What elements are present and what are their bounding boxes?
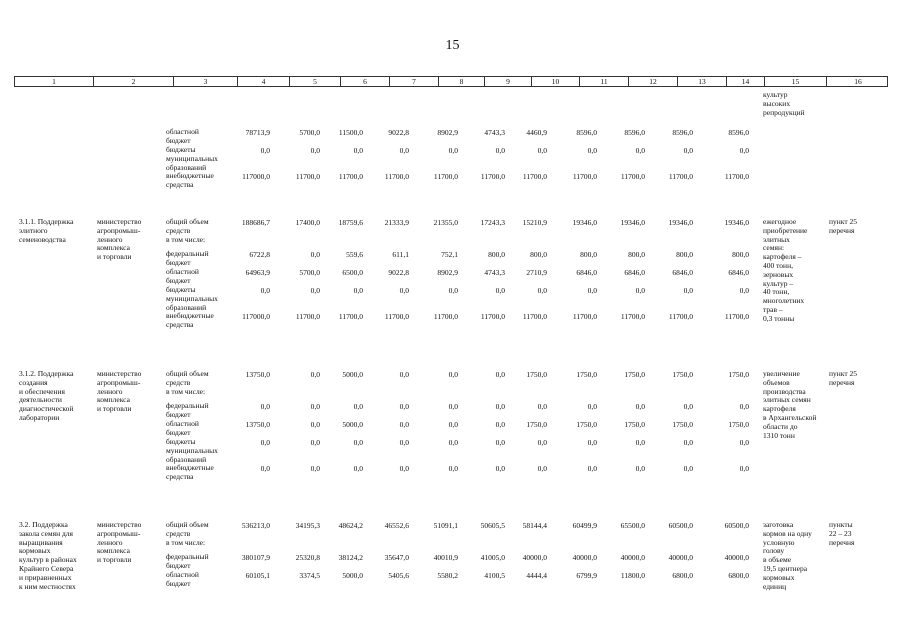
- measure-name: 3.1.1. Поддержка элитного семеноводства: [19, 217, 74, 244]
- amount-cell: 0,0: [495, 286, 505, 295]
- amount-cell: 11700,0: [668, 312, 693, 321]
- amount-cell: 40000,0: [522, 553, 547, 562]
- amount-cell: 11700,0: [384, 172, 409, 181]
- amount-cell: 0,0: [448, 146, 458, 155]
- amount-cell: 50605,5: [480, 521, 505, 530]
- amount-cell: 51091,1: [433, 521, 458, 530]
- amount-cell: 11700,0: [433, 312, 458, 321]
- amount-cell: 0,0: [537, 464, 547, 473]
- row-label: федеральный бюджет: [166, 401, 209, 419]
- amount-cell: 1750,0: [672, 370, 693, 379]
- row-label: областной бюджет: [166, 127, 199, 145]
- expected-result: ежегодное приобретение элитных семян: картофеля – 400 тонн, зерновых культур – 40 тонн, многолетних трав – 0,3 тонны: [763, 217, 808, 323]
- column-header: 2: [94, 77, 174, 86]
- executor-name: министерство агропромыш- ленного комплекса и торговли: [97, 369, 142, 414]
- amount-cell: 11700,0: [620, 312, 645, 321]
- row-label: областной бюджет: [166, 419, 199, 437]
- measure-name: 3.1.2. Поддержка создания и обеспечения деятельности диагностической лаборатории: [19, 369, 74, 422]
- amount-cell: 8596,0: [672, 128, 693, 137]
- column-header: 4: [238, 77, 290, 86]
- amount-cell: 0,0: [399, 464, 409, 473]
- row-label: федеральный бюджет: [166, 552, 209, 570]
- amount-cell: 11700,0: [522, 312, 547, 321]
- row-label: общий объем средств: [166, 369, 209, 387]
- amount-cell: 6800,0: [672, 571, 693, 580]
- amount-cell: 0,0: [399, 438, 409, 447]
- row-label: внебюджетные средства: [166, 171, 214, 189]
- amount-cell: 21355,0: [433, 218, 458, 227]
- column-header: 10: [532, 77, 580, 86]
- amount-cell: 5000,0: [342, 370, 363, 379]
- amount-cell: 17400,0: [295, 218, 320, 227]
- amount-cell: 40000,0: [668, 553, 693, 562]
- amount-cell: 1750,0: [576, 370, 597, 379]
- amount-cell: 0,0: [537, 286, 547, 295]
- amount-cell: 34195,3: [295, 521, 320, 530]
- executor-name: министерство агропромыш- ленного комплекса и торговли: [97, 217, 142, 262]
- amount-cell: 5580,2: [437, 571, 458, 580]
- amount-cell: 58144,4: [522, 521, 547, 530]
- amount-cell: 0,0: [683, 464, 693, 473]
- amount-cell: 6846,0: [576, 268, 597, 277]
- amount-cell: 6846,0: [728, 268, 749, 277]
- column-header: 1: [15, 77, 94, 86]
- amount-cell: 4743,3: [484, 268, 505, 277]
- amount-cell: 18759,6: [338, 218, 363, 227]
- amount-cell: 1750,0: [672, 420, 693, 429]
- row-label: в том числе:: [166, 538, 206, 547]
- row-label: областной бюджет: [166, 267, 199, 285]
- amount-cell: 60500,0: [668, 521, 693, 530]
- amount-cell: 188686,7: [241, 218, 270, 227]
- amount-cell: 0,0: [635, 464, 645, 473]
- amount-cell: 8596,0: [624, 128, 645, 137]
- expected-result: увеличение объемов производства элитных семян картофеля в Архангельской области до 1310 тонн: [763, 369, 817, 440]
- amount-cell: 0,0: [587, 438, 597, 447]
- amount-cell: 0,0: [399, 286, 409, 295]
- amount-cell: 0,0: [683, 438, 693, 447]
- row-label: в том числе:: [166, 387, 206, 396]
- column-header: 7: [390, 77, 439, 86]
- amount-cell: 1750,0: [728, 370, 749, 379]
- amount-cell: 8902,9: [437, 128, 458, 137]
- amount-cell: 800,0: [580, 250, 597, 259]
- amount-cell: 1750,0: [624, 420, 645, 429]
- amount-cell: 40000,0: [572, 553, 597, 562]
- amount-cell: 11700,0: [724, 312, 749, 321]
- row-label: общий объем средств: [166, 217, 209, 235]
- amount-cell: 800,0: [488, 250, 505, 259]
- amount-cell: 0,0: [399, 402, 409, 411]
- amount-cell: 65500,0: [620, 521, 645, 530]
- amount-cell: 11800,0: [620, 571, 645, 580]
- amount-cell: 559,6: [346, 250, 363, 259]
- column-header: 16: [854, 77, 862, 86]
- amount-cell: 60105,1: [245, 571, 270, 580]
- amount-cell: 35647,0: [384, 553, 409, 562]
- amount-cell: 19346,0: [620, 218, 645, 227]
- amount-cell: 0,0: [310, 402, 320, 411]
- amount-cell: 380107,9: [241, 553, 270, 562]
- amount-cell: 0,0: [587, 402, 597, 411]
- amount-cell: 0,0: [448, 438, 458, 447]
- measure-name: 3.2. Поддержка закола семян для выращивания кормовых культур в районах Крайнего Севера и приравненных к ним местностях: [19, 520, 77, 591]
- column-header: 8: [439, 77, 485, 86]
- amount-cell: 1750,0: [526, 420, 547, 429]
- amount-cell: 8902,9: [437, 268, 458, 277]
- amount-cell: 5000,0: [342, 571, 363, 580]
- amount-cell: 11700,0: [433, 172, 458, 181]
- amount-cell: 0,0: [739, 464, 749, 473]
- amount-cell: 13750,0: [245, 420, 270, 429]
- amount-cell: 11700,0: [295, 172, 320, 181]
- amount-cell: 0,0: [310, 146, 320, 155]
- continuation-note: культур высоких репродукций: [763, 90, 805, 117]
- amount-cell: 0,0: [353, 402, 363, 411]
- row-label: общий объем средств: [166, 520, 209, 538]
- column-header: 12: [629, 77, 678, 86]
- amount-cell: 0,0: [587, 146, 597, 155]
- row-label: в том числе:: [166, 235, 206, 244]
- amount-cell: 38124,2: [338, 553, 363, 562]
- amount-cell: 0,0: [739, 286, 749, 295]
- amount-cell: 0,0: [739, 146, 749, 155]
- page-number: 15: [445, 38, 460, 53]
- row-label: бюджеты муниципальных образований: [166, 437, 218, 464]
- amount-cell: 0,0: [310, 370, 320, 379]
- amount-cell: 0,0: [260, 464, 270, 473]
- amount-cell: 0,0: [495, 402, 505, 411]
- amount-cell: 0,0: [353, 146, 363, 155]
- column-header: 5: [290, 77, 341, 86]
- amount-cell: 40000,0: [620, 553, 645, 562]
- amount-cell: 11500,0: [338, 128, 363, 137]
- amount-cell: 5405,6: [388, 571, 409, 580]
- amount-cell: 11700,0: [384, 312, 409, 321]
- amount-cell: 0,0: [495, 146, 505, 155]
- amount-cell: 5000,0: [342, 420, 363, 429]
- amount-cell: 0,0: [587, 464, 597, 473]
- amount-cell: 0,0: [683, 286, 693, 295]
- reference-note: пункты 22 – 23 перечня: [829, 520, 855, 547]
- amount-cell: 11700,0: [620, 172, 645, 181]
- amount-cell: 0,0: [537, 402, 547, 411]
- amount-cell: 4743,3: [484, 128, 505, 137]
- column-header-row: [14, 76, 888, 87]
- amount-cell: 0,0: [448, 402, 458, 411]
- amount-cell: 41005,0: [480, 553, 505, 562]
- row-label: внебюджетные средства: [166, 311, 214, 329]
- column-header: 6: [341, 77, 390, 86]
- amount-cell: 11700,0: [338, 172, 363, 181]
- amount-cell: 1750,0: [624, 370, 645, 379]
- amount-cell: 11700,0: [295, 312, 320, 321]
- amount-cell: 117000,0: [242, 172, 270, 181]
- amount-cell: 11700,0: [522, 172, 547, 181]
- amount-cell: 21333,9: [384, 218, 409, 227]
- amount-cell: 4100,5: [484, 571, 505, 580]
- amount-cell: 0,0: [310, 438, 320, 447]
- amount-cell: 6722,8: [249, 250, 270, 259]
- column-header: 11: [580, 77, 629, 86]
- amount-cell: 1750,0: [526, 370, 547, 379]
- amount-cell: 800,0: [628, 250, 645, 259]
- amount-cell: 0,0: [260, 438, 270, 447]
- amount-cell: 0,0: [495, 464, 505, 473]
- amount-cell: 40010,9: [433, 553, 458, 562]
- amount-cell: 19346,0: [724, 218, 749, 227]
- amount-cell: 8596,0: [576, 128, 597, 137]
- amount-cell: 0,0: [399, 370, 409, 379]
- amount-cell: 60500,0: [724, 521, 749, 530]
- amount-cell: 0,0: [635, 146, 645, 155]
- amount-cell: 46552,6: [384, 521, 409, 530]
- amount-cell: 752,1: [441, 250, 458, 259]
- amount-cell: 0,0: [495, 370, 505, 379]
- amount-cell: 800,0: [530, 250, 547, 259]
- amount-cell: 0,0: [353, 464, 363, 473]
- amount-cell: 0,0: [587, 286, 597, 295]
- amount-cell: 19346,0: [572, 218, 597, 227]
- amount-cell: 2710,9: [526, 268, 547, 277]
- amount-cell: 6800,0: [728, 571, 749, 580]
- row-label: областной бюджет: [166, 570, 199, 588]
- amount-cell: 0,0: [495, 420, 505, 429]
- column-header: 13: [678, 77, 727, 86]
- amount-cell: 3374,5: [299, 571, 320, 580]
- amount-cell: 6799,9: [576, 571, 597, 580]
- amount-cell: 19346,0: [668, 218, 693, 227]
- expected-result: заготовка кормов на одну условную голову в объеме 19,5 центнера кормовых единиц: [763, 520, 812, 591]
- amount-cell: 800,0: [676, 250, 693, 259]
- amount-cell: 6500,0: [342, 268, 363, 277]
- amount-cell: 11700,0: [668, 172, 693, 181]
- amount-cell: 5700,0: [299, 128, 320, 137]
- amount-cell: 0,0: [399, 420, 409, 429]
- amount-cell: 9022,8: [388, 128, 409, 137]
- column-header: 15: [765, 77, 827, 86]
- row-label: бюджеты муниципальных образований: [166, 145, 218, 172]
- amount-cell: 611,1: [392, 250, 409, 259]
- amount-cell: 13750,0: [245, 370, 270, 379]
- amount-cell: 0,0: [739, 438, 749, 447]
- amount-cell: 0,0: [683, 146, 693, 155]
- amount-cell: 0,0: [683, 402, 693, 411]
- amount-cell: 0,0: [495, 438, 505, 447]
- amount-cell: 0,0: [448, 370, 458, 379]
- amount-cell: 25320,8: [295, 553, 320, 562]
- amount-cell: 9022,8: [388, 268, 409, 277]
- amount-cell: 11700,0: [724, 172, 749, 181]
- column-header: 14: [727, 77, 765, 86]
- amount-cell: 800,0: [732, 250, 749, 259]
- amount-cell: 0,0: [260, 286, 270, 295]
- amount-cell: 117000,0: [242, 312, 270, 321]
- amount-cell: 4460,9: [526, 128, 547, 137]
- column-header: 9: [485, 77, 532, 86]
- row-label: внебюджетные средства: [166, 463, 214, 481]
- amount-cell: 40000,0: [724, 553, 749, 562]
- executor-name: министерство агропромыш- ленного комплекса и торговли: [97, 520, 142, 565]
- amount-cell: 11700,0: [572, 312, 597, 321]
- amount-cell: 536213,0: [241, 521, 270, 530]
- amount-cell: 0,0: [310, 464, 320, 473]
- amount-cell: 0,0: [635, 286, 645, 295]
- amount-cell: 17243,3: [480, 218, 505, 227]
- row-label: бюджеты муниципальных образований: [166, 285, 218, 312]
- column-header: 3: [174, 77, 238, 86]
- amount-cell: 6846,0: [672, 268, 693, 277]
- amount-cell: 0,0: [310, 250, 320, 259]
- amount-cell: 6846,0: [624, 268, 645, 277]
- amount-cell: 0,0: [310, 286, 320, 295]
- amount-cell: 0,0: [537, 438, 547, 447]
- amount-cell: 15210,9: [522, 218, 547, 227]
- amount-cell: 0,0: [260, 146, 270, 155]
- amount-cell: 1750,0: [728, 420, 749, 429]
- amount-cell: 0,0: [635, 438, 645, 447]
- amount-cell: 60499,9: [572, 521, 597, 530]
- amount-cell: 0,0: [635, 402, 645, 411]
- amount-cell: 0,0: [448, 464, 458, 473]
- amount-cell: 11700,0: [338, 312, 363, 321]
- row-label: федеральный бюджет: [166, 249, 209, 267]
- amount-cell: 11700,0: [480, 172, 505, 181]
- amount-cell: 8596,0: [728, 128, 749, 137]
- amount-cell: 11700,0: [572, 172, 597, 181]
- amount-cell: 0,0: [260, 402, 270, 411]
- amount-cell: 64963,9: [245, 268, 270, 277]
- amount-cell: 0,0: [399, 146, 409, 155]
- amount-cell: 1750,0: [576, 420, 597, 429]
- amount-cell: 0,0: [448, 420, 458, 429]
- amount-cell: 4444,4: [526, 571, 547, 580]
- amount-cell: 0,0: [353, 286, 363, 295]
- amount-cell: 78713,9: [245, 128, 270, 137]
- reference-note: пункт 25 перечня: [829, 217, 857, 235]
- amount-cell: 48624,2: [338, 521, 363, 530]
- amount-cell: 5700,0: [299, 268, 320, 277]
- amount-cell: 0,0: [537, 146, 547, 155]
- amount-cell: 0,0: [353, 438, 363, 447]
- amount-cell: 11700,0: [480, 312, 505, 321]
- amount-cell: 0,0: [448, 286, 458, 295]
- amount-cell: 0,0: [739, 402, 749, 411]
- reference-note: пункт 25 перечня: [829, 369, 857, 387]
- amount-cell: 0,0: [310, 420, 320, 429]
